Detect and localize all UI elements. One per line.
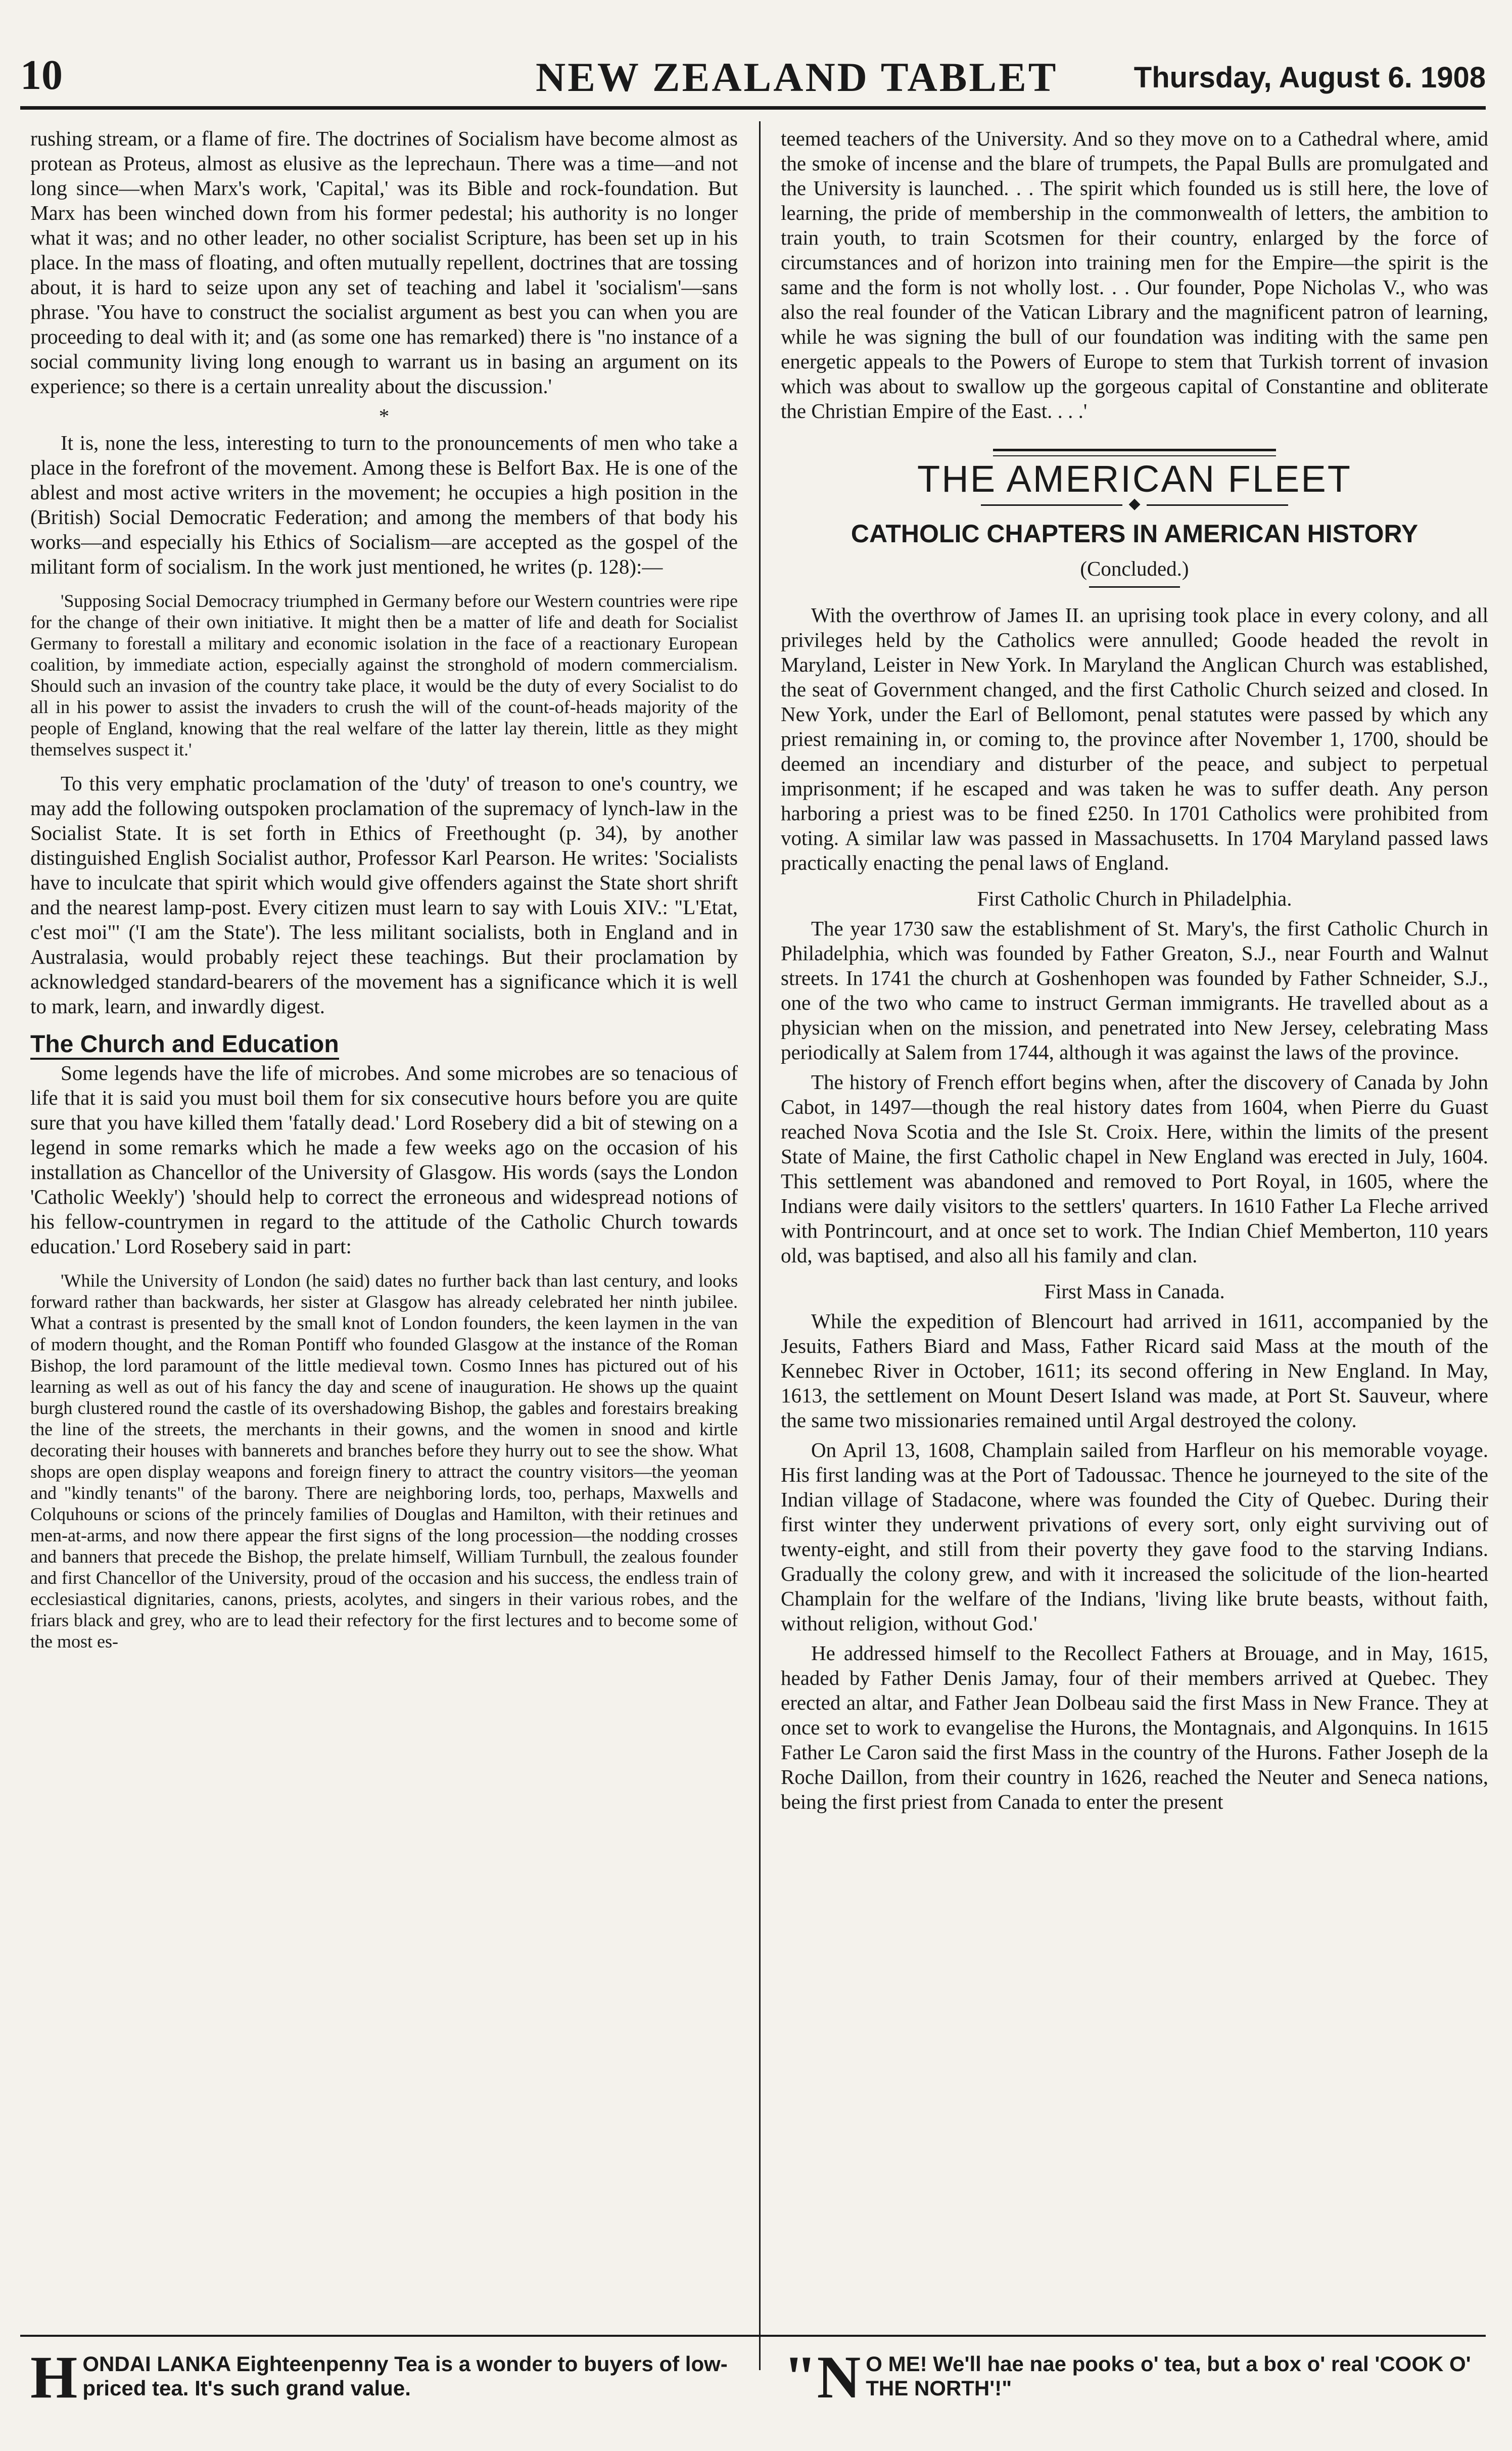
issue-date: Thursday, August 6. 1908 [1133,61,1486,94]
concluded-note: (Concluded.) [1080,557,1189,580]
left-column [30,126,738,2289]
block-quote: 'While the University of London (he said) dates no further back than last century, and looks forward rather than backwards, her sister at Glasgow has already celebrated her ninth jubilee. What a contrast is presented by the small knot of London founders, the keen laymen in the van of modern thought, and the Roman Pontiff who founded Glasgow at the instance of the Roman Bishop, the lord paramount of the little medieval town. Cosmo Innes has pictured out of his learning as well as out of his fancy the day and scene of inauguration. He shows up the quaint burgh clustered round the castle of its overshadowing Bishop, the gables and forestairs breaking the line of the streets, the merchants in their gowns, and the women in snood and kirtle decorating their houses with bannerets and branches before they hurry out to see the show. What shops are open display weapons and foreign finery to attract the country visitors—the yeoman and "kindly tenants" of the barony. There are neighboring lords, too, perhaps, Maxwells and Colquhouns or scions of the princely families of Douglas and Hamilton, with their retinues and men-at-arms, and now there appear the first signs of the long procession—the nodding crosses and banners that precede the Bishop, the prelate himself, William Turnbull, the zealous founder and first Chancellor of the University, proud of the occasion and his success, the endless train of ecclesiastical dignitaries, canons, priests, acolytes, and singers in their various robes, and the friars black and grey, who are to lead their refectory for the first lectures and to become some of the most es- [30,1270,738,1652]
drop-cap: H [30,2343,78,2411]
paragraph: Some legends have the life of microbes. And some microbes are so tenacious of life that it is said you must boil them for six consecutive hours before you are quite sure that you have killed them 'fatally dead.' Lord Rosebery did a bit of stewing on a legend in some remarks which he made a few weeks ago on the occasion of his installation as Chancellor of the University of Glasgow. His words (says the London 'Catholic Weekly') 'should help to correct the erroneous and widespread notions of his fellow-countrymen in regard to the attitude of the Catholic Church towards education.' Lord Rosebery said in part: [30,1061,738,1258]
advertisement-hondai-lanka [30,2343,738,2411]
headline-ornament: ◆ [781,496,1488,511]
paragraph: With the overthrow of James II. an uprising took place in every colony, and all privileges held by the Catholics were annulled; Goode headed the revolt in Maryland, Leister in New York. In Maryland the Anglican Church was established, the seat of Government changed, and the first Catholic Church seized and closed. In New York, under the Earl of Bellomont, penal statutes were passed by which any priest remaining in, or coming to, the province after November 1, 1700, should be deemed an incendiary and disturber of the peace, and subject to perpetual imprisonment; if he escaped and was taken he was to suffer death. Any person harboring a priest was to be fined £250. In 1701 Catholics were prohibited from voting. A similar law was passed in Massachusetts. In 1704 Maryland passed laws practically enacting the penal laws of England. [781,603,1488,874]
section-heading [30,1032,738,1057]
masthead-title: NEW ZEALAND TABLET [536,54,1058,100]
page-number: 10 [20,52,63,99]
paragraph: The history of French effort begins when, after the discovery of Canada by John Cabot, in 1497—though the real history dates from 1604, when Pierre du Guast reached Nova Scotia and the Isle St. Croix. Here, within the limits of the present State of Maine, the first Catholic chapel in New England was erected in July, 1604. This settlement was abandoned and removed to Port Royal, in 1605, where the Indians were daily visitors to the settlers' quarters. In 1610 Father La Fleche arrived with Pontrincourt, and at once set to work. The Indian Chief Memberton, 110 years old, was baptised, and also all his family and clan. [781,1070,1488,1267]
article-separator [993,449,1276,456]
advertisement-footer [20,2335,1486,2423]
paragraph: teemed teachers of the University. And so they move on to a Cathedral where, amid the smoke of incense and the blare of trumpets, the Papal Bulls are promulgated and the University is launched. . . The spirit which founded us is still here, the love of learning, the pride of membership in the commonwealth of letters, the ambition to train youth, to train Scotsmen for their country, enlarged by the force of circumstances and of horizon into training men for the Empire—the spirit is the same and the form is not wholly lost. . . Our founder, Pope Nicholas V., who was also the real founder of the Vatican Library and the magnificent patron of learning, while he was signing the bull of our foundation was inditing with the same pen energetic appeals to the Powers of Europe to stem that Turkish torrent of invasion which was about to swallow up the gorgeous capital of Constantine and obliterate the Christian Empire of the East. . . .' [781,127,1488,422]
paragraph: To this very emphatic proclamation of the 'duty' of treason to one's country, we may add the following outspoken proclamation of the supremacy of lynch-law in the Socialist State. It is set forth in Ethics of Freethought (p. 34), by another distinguished English Socialist author, Professor Karl Pearson. He writes: 'Socialists have to inculcate that spirit which would give offenders against the State short shrift and the nearest lamp-post. Every citizen must learn to say with Louis XIV.: "L'Etat, c'est moi"' ('I am the State'). The less militant socialists, both in England and in Australasia, would probably reject these teachings. But their proclamation by acknowledged standard-bearers of the movement has a significance which it is well to mark, learn, and inwardly digest. [30,772,738,1018]
block-quote: 'Supposing Social Democracy triumphed in Germany before our Western countries were ripe for the change of their own initiative. It might then be a matter of life and death for Socialist Germany to forestall a military and economic isolation in the face of a reactionary European coalition, by immediate action, especially against the stronghold of modern commercialism. Should such an invasion of the country take place, it would be the duty of every Socialist to do all in his power to assist the invaders to crush the will of the count-of-heads majority of the people of England, knowing that the real welfare of the latter lay therein, little as they might themselves suspect it.' [30,591,738,760]
paragraph: While the expedition of Blencourt had arrived in 1611, accompanied by the Jesuits, Fathers Biard and Mass, Father Ricard said Mass at the mouth of the Kennebec River in October, 1611; its second offering in New England. In May, 1613, the settlement on Mount Desert Island was made, at Port St. Sauveur, where the same two missionaries remained until Argal destroyed the colony. [781,1309,1488,1432]
paragraph: It is, none the less, interesting to turn to the pronouncements of men who take a place in the forefront of the movement. Among these is Belfort Bax. He is one of the ablest and most active writers in the movement; he occupies a high position in the (British) Social Democratic Federation; and among the members of that body his works—and especially his Ethics of Socialism—are accepted as the gospel of the militant form of socialism. In the work just mentioned, he writes (p. 128):— [30,431,738,578]
advertisement-cook-o-the-north [783,2343,1481,2411]
section-break: * [379,404,390,428]
advertisement-text: ONDAI LANKA Eighteenpenny Tea is a wonder to buyers of low-priced tea. It's such grand value. [82,2352,728,2400]
paragraph: rushing stream, or a flame of fire. The doctrines of Socialism have become almost as protean as Proteus, almost as elusive as the leprechaun. There was a time—and not long since—when Marx's work, 'Capital,' was its Bible and rock-foundation. But Marx has been winched down from his former pedestal; his authority is no longer what it was; and no other leader, no other socialist Scripture, has been set up in his place. In the mass of floating, and often mutually repellent, doctrines that are tossing about, it is hard to seize upon any set of teaching and label it 'socialism'—sans phrase. 'You have to construct the socialist argument as best you can when you are proceeding to deal with it; and (as some one has remarked) there is "no instance of a social community living long enough to warrant us in basing an argument on its experience; so there is a certain unreality about the discussion.' [30,127,738,398]
section-heading-text: The Church and Education [30,1031,339,1060]
drop-cap: "N [783,2343,861,2411]
short-rule [1089,586,1180,588]
paragraph: He addressed himself to the Recollect Fathers at Brouage, and in May, 1615, headed by Father Denis Jamay, four of their members arrived at Quebec. They erected an altar, and Father Jean Dolbeau said the first Mass in New France. They at once set to work to evangelise the Hurons, the Montagnais, and Algonquins. In 1615 Father Le Caron said the first Mass in the country of the Hurons. Father Joseph de la Roche Daillon, from their country in 1626, reached the Neuter and Seneca nations, being the first priest from Canada to enter the present [781,1641,1488,1813]
advertisement-text: O ME! We'll hae nae pooks o' tea, but a box o' real 'COOK O' THE NORTH'!" [866,2352,1471,2400]
paragraph: On April 13, 1608, Champlain sailed from Harfleur on his memorable voyage. His first landing was at the Port of Tadoussac. Thence he journeyed to the site of the Indian village of Stadacone, where was founded the City of Quebec. During their first winter they underwent privations of every sort, only eight surviving out of twenty-eight, and still from their poverty they gave food to the starving Indians. Gradually the colony grew, and with it increased the solicitude of the lion-hearted Champlain for the welfare of the Indians, 'living like brute beasts, without faith, without religion, without God.' [781,1438,1488,1635]
article-subheadline: CATHOLIC CHAPTERS IN AMERICAN HISTORY [850,520,1419,548]
paragraph: The year 1730 saw the establishment of St. Mary's, the first Catholic Church in Philadelphia, which was founded by Father Greaton, S.J., near Fourth and Walnut streets. In 1741 the church at Goshenhopen was founded by Father Schneider, S.J., one of the two who came to instruct German immigrants. He travelled about as a physician when on the mission, and penetrated into New Jersey, celebrating Mass periodically at Salem from 1744, although it was against the laws of the province. [781,917,1488,1064]
subheading: First Catholic Church in Philadelphia. [977,887,1292,910]
column-divider [759,121,761,2370]
right-column [781,126,1488,2289]
subheading: First Mass in Canada. [1044,1280,1225,1303]
article-headline: THE AMERICAN FLEET [917,458,1352,500]
page-header [20,51,1486,110]
